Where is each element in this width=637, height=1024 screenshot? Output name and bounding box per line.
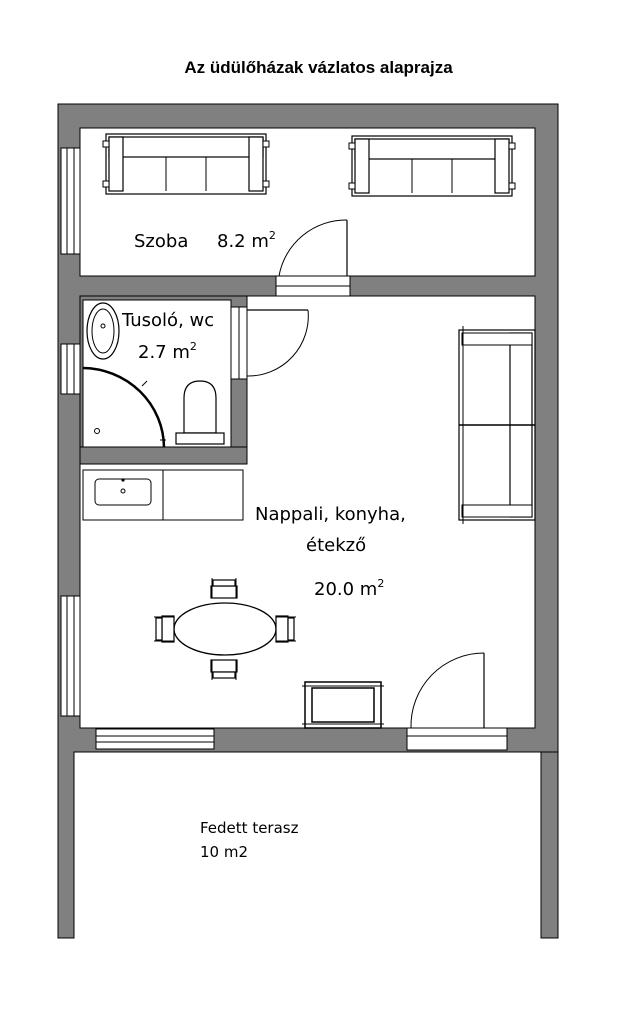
label-terasz-area: 10 m2 xyxy=(200,843,249,861)
label-szoba-area: 8.2 $m^2$ xyxy=(217,229,276,252)
label-szoba-name: Szoba xyxy=(134,231,189,252)
label-nappali-line2: étekző xyxy=(306,535,367,556)
window-bottom xyxy=(96,729,214,749)
sofa-living xyxy=(459,326,535,524)
label-nappali-line1: Nappali, konyha, xyxy=(255,504,406,525)
window-left-tusolo xyxy=(61,344,80,394)
label-tusolo-name: Tusoló, wc xyxy=(122,310,215,331)
plan-title: Az üdülőházak vázlatos alaprajza xyxy=(184,58,453,77)
label-tusolo-area: 2.7 $m^2$ xyxy=(138,340,197,363)
cabinet xyxy=(302,682,384,728)
sofa-left xyxy=(103,134,269,194)
kitchen-counter xyxy=(83,470,243,520)
window-left-nappali xyxy=(61,596,80,716)
window-left-szoba xyxy=(61,148,80,254)
label-nappali-area: 20.0 $m^2$ xyxy=(314,577,385,600)
sofa-right xyxy=(349,136,515,196)
sink-bath xyxy=(87,303,119,359)
label-terasz-name: Fedett terasz xyxy=(200,819,299,837)
